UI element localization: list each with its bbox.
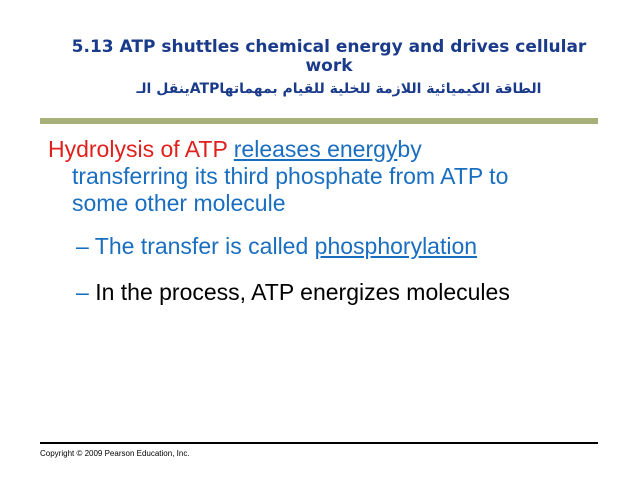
slide-title-line2: work	[305, 56, 353, 76]
sub-bullet-energizes-text: In the process, ATP energizes molecules	[95, 279, 510, 305]
bullet-main-tail: by	[397, 136, 422, 162]
sub-bullet-dash: –	[76, 233, 89, 259]
bullet-main-line3: some other molecule	[72, 190, 286, 216]
bullet-main	[48, 136, 608, 217]
bullet-main-lead: Hydrolysis of ATP	[48, 136, 228, 162]
slide-title-line1: 5.13 ATP shuttles chemical energy and drives cellular	[71, 37, 587, 57]
sub-bullet-transfer	[76, 232, 596, 260]
title-divider	[40, 118, 598, 124]
bullet-main-line2: transferring its third phosphate from ATP to	[72, 163, 509, 189]
releases-energy-link[interactable]: releases energy	[233, 136, 398, 162]
phosphorylation-link[interactable]: phosphorylation	[314, 233, 478, 259]
sub-bullet-energizes	[76, 278, 606, 306]
sub-bullet-dash: –	[76, 279, 89, 305]
footer-divider	[40, 442, 598, 444]
slide-title-arabic: الطاقة الكيميائية اللازمة للخلية للقيام بمهماتهاATPينقل الـ	[136, 81, 542, 97]
copyright-text: Copyright © 2009 Pearson Education, Inc.	[40, 449, 190, 458]
sub-bullet-transfer-text: The transfer is called	[94, 233, 309, 259]
slide-title	[40, 38, 618, 76]
